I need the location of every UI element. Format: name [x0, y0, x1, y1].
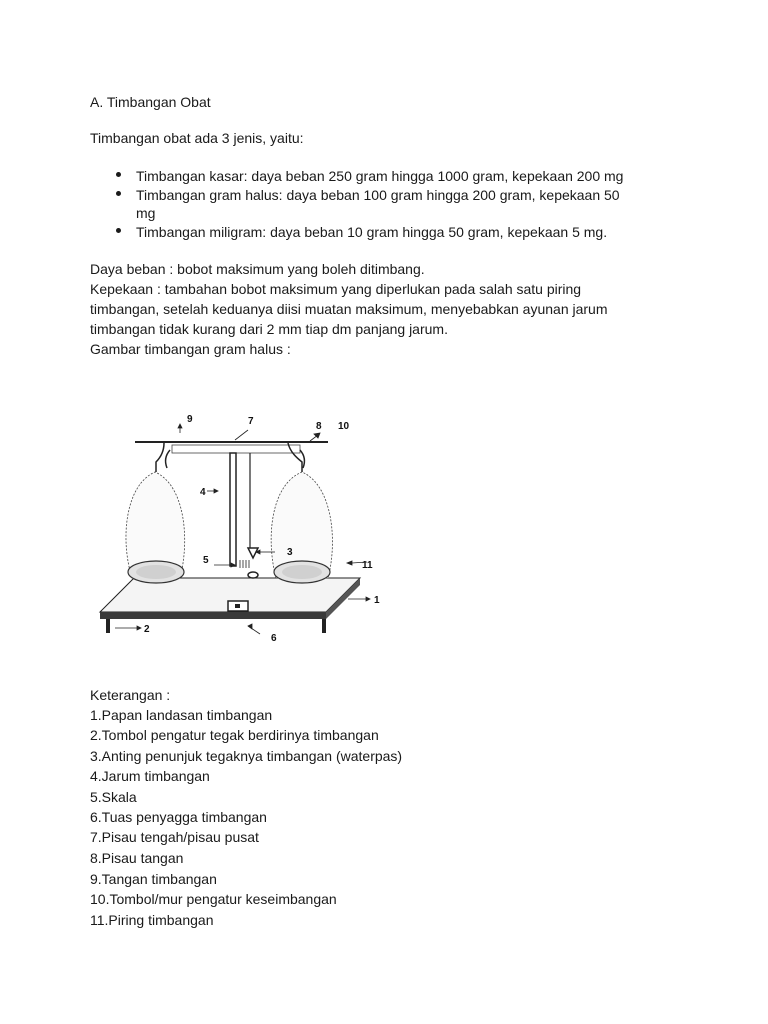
- legend-item: 7.Pisau tengah/pisau pusat: [90, 829, 259, 845]
- label-9: 9: [187, 414, 193, 425]
- center-column: [230, 453, 236, 566]
- bullet-icon: [116, 166, 124, 174]
- level-ring: [248, 572, 258, 578]
- label-1: 1: [374, 595, 380, 606]
- right-pan: [271, 472, 332, 583]
- legend-item: 11.Piring timbangan: [90, 912, 214, 928]
- definition-line: Daya beban : bobot maksimum yang boleh ditimbang.: [90, 261, 425, 277]
- label-4: 4: [200, 487, 206, 498]
- definition-line: timbangan tidak kurang dari 2 mm tiap dm panjang jarum.: [90, 321, 448, 337]
- balance-scale-drawing: [90, 400, 390, 650]
- hanger-left: [156, 443, 164, 472]
- legend-item: 2.Tombol pengatur tegak berdirinya timbangan: [90, 727, 379, 743]
- label-3: 3: [287, 547, 293, 558]
- legend-item: 4.Jarum timbangan: [90, 768, 210, 784]
- label-6: 6: [271, 633, 277, 644]
- list-item-continuation: mg: [136, 205, 156, 221]
- balance-scale-figure: [90, 400, 390, 650]
- list-item: Timbangan gram halus: daya beban 100 gram hingga 200 gram, kepekaan 50: [136, 187, 620, 203]
- bullet-icon: [116, 222, 124, 230]
- label-2: 2: [144, 624, 150, 635]
- left-pan: [126, 472, 185, 583]
- figure-caption: Gambar timbangan gram halus :: [90, 341, 291, 357]
- legend-item: 3.Anting penunjuk tegaknya timbangan (waterpas): [90, 748, 403, 764]
- label-5: 5: [203, 555, 209, 566]
- label-7: 7: [248, 416, 254, 427]
- beam-frame: [172, 445, 300, 453]
- list-item: Timbangan kasar: daya beban 250 gram hingga 1000 gram, kepekaan 200 mg: [136, 168, 624, 184]
- label-11: 11: [362, 560, 373, 571]
- list-item: Timbangan miligram: daya beban 10 gram hingga 50 gram, kepekaan 5 mg.: [136, 224, 608, 240]
- foot-left: [106, 619, 110, 633]
- label-10: 10: [338, 421, 350, 432]
- definition-line: Kepekaan : tambahan bobot maksimum yang diperlukan pada salah satu piring: [90, 281, 582, 297]
- intro-text: Timbangan obat ada 3 jenis, yaitu:: [90, 130, 304, 146]
- legend-title: Keterangan :: [90, 687, 171, 703]
- foot-right: [322, 619, 326, 633]
- scale-ticks: [240, 560, 249, 568]
- legend-item: 10.Tombol/mur pengatur keseimbangan: [90, 891, 337, 907]
- bullet-icon: [116, 185, 124, 193]
- legend-item: 8.Pisau tangan: [90, 850, 184, 866]
- label-8: 8: [316, 421, 322, 432]
- legend-item: 9.Tangan timbangan: [90, 871, 217, 887]
- legend-item: 5.Skala: [90, 789, 137, 805]
- legend-item: 1.Papan landasan timbangan: [90, 707, 273, 723]
- base-board: [100, 578, 360, 619]
- plumb-indicator: [248, 548, 258, 558]
- legend-item: 6.Tuas penyagga timbangan: [90, 809, 267, 825]
- definition-line: timbangan, setelah keduanya diisi muatan maksimum, menyebabkan ayunan jarum: [90, 301, 608, 317]
- section-heading: A. Timbangan Obat: [90, 94, 211, 110]
